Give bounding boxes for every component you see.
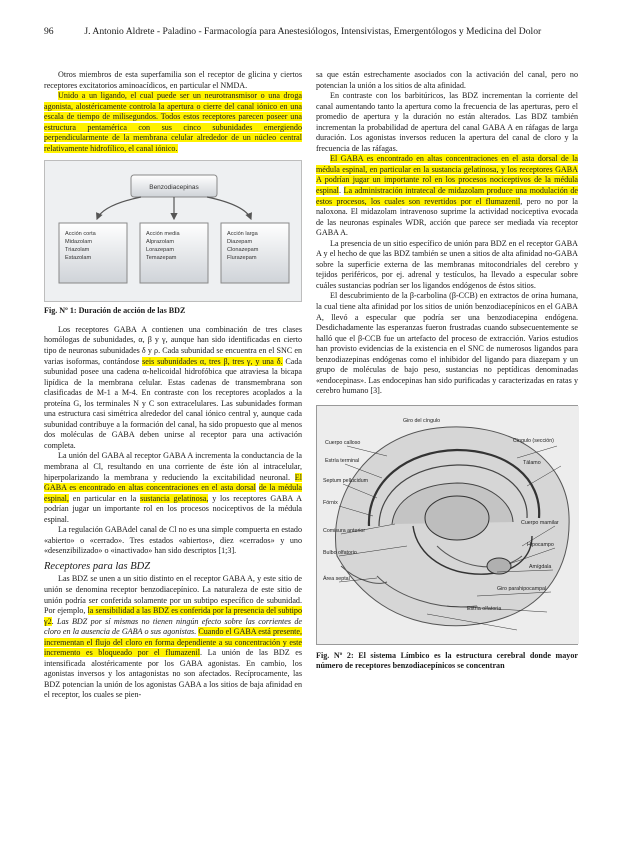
highlight: El GABA es encontrado en altas concentraciones en el asta dorsal de la médula espinal, en particular en la sustancia gelatinosa, y los receptores GABA A podrían jugar un importante rol en los procesos nociceptivos de la médula espinal <box>316 154 578 196</box>
right-column <box>316 70 578 680</box>
label-thalamus: Tálamo <box>523 459 541 466</box>
label-hippocampus: Hipocampo <box>527 541 554 548</box>
svg-text:Acción corta Midazol: Acción corta Midazolam Triazolam Estazolam <box>65 231 96 262</box>
paragraph: Los receptores GABA A contienen una combinación de tres clases homólogas de subunidades, α, β y γ, aunque han sido identificadas en cierto tipo de neuronas subunidades δ y ρ. Cada subunidad se encuentra en el SNC en varias isoformas, contándose seis subunidades α, tres β, tres γ, y una δ. Cada subunidad posee una cadena α-helicoidal hidrofóbica que atraviesa la bicapa lipídica de la membrana celular. Estas cadenas de transmembrana son clasificadas de M-1 a M-4. En contraste con los receptores acoplados a la proteína G, los terminales N y C son extracelulares. Las subunidades forman una estructura casi simétrica alrededor del canal iónico central y, aunque cada subunidad contribuye a la formación del canal, ha sido propuesto que al menos dos moléculas de GABA deben unirse al receptor para una activación completa. <box>44 324 302 450</box>
label-olfactory-bulb: Bulbo olfatorio <box>323 549 357 556</box>
paragraph: sa que están estrechamente asociados con la activación del canal, pero no potencian la unión a los sitios de alta afinidad. <box>316 70 578 90</box>
svg-text:Acción larga Diazepa: Acción larga Diazepam Clonazepam Flurazepam <box>227 231 259 262</box>
label-parahippocampal-gyrus: Giro parahipocampal <box>497 585 547 592</box>
paragraph: La regulación GABAdel canal de Cl no es una simple compuerta en estado «abierto» o «cerrado». Tres estados «abiertos», diez «cerrados» y uno «desenzibilizado» o «inactivado» han sido descriptos [1;3]. <box>44 525 302 556</box>
page-number: 96 <box>44 26 54 37</box>
label-stria-terminalis: Estría terminal <box>325 457 360 464</box>
paragraph: La unión del GABA al receptor GABA A incrementa la conductancia de la membrana al Cl, resultando en una corriente de éste ión al intracelular, hiperpolarizando la membrana y reduciendo la excitabilidad neuronal. El GABA es encontrado en altas concentraciones en el asta dorsal de la médula espinal, en particular en la sustancia gelatinosa, y los receptores GABA A podrían jugar un importante rol en los procesos nociceptivos de la médula espinal. <box>44 451 303 524</box>
highlight: sustancia gelatinosa, <box>140 493 209 503</box>
section-heading: Receptores para las BDZ <box>44 560 151 572</box>
paragraph: Las BDZ se unen a un sitio distinto en el receptor GABA A, y este sitio de unión se denomina receptor benzodiacepínico. La naturaleza de este sitio de unión podría ser conferida solamente por un subtipo específico de subunidad. Por ejemplo, la sensibilidad a las BDZ es conferida por la presencia del subtipo γ2. Las BDZ por sí mismas no tienen ningún efecto sobre las corrientes de cloro en la ausencia de GABA o sus agonistas. Cuando el GABA está presente, incrementan el flujo del cloro en forma dependiente a su concentración y este incremento es bloqueado por el flumazenil. La unión de las BDZ es intensificada alostéricamente por los GABA agonistas. En cambio, los agonistas inversos y los antagonistas no son afectados. Recíprocamente, las BDZ potencian la unión de los agonistas GABA a los sitios de baja afinidad en el receptor, los cuales se pien- <box>44 574 303 700</box>
highlight: Unido a un ligando, el cual puede ser un neurotransmisor o una droga agonista, alostéricamente controla la apertura o cierre del canal iónico en una escala de tiempo de milisegundos. Todos estos receptores parecen poseer una estructura pentamérica con sus cinco subunidades emergiendo perpendicularmente de la membrana celular alrededor de un núcleo central relativamente hidrofílico, el canal iónico. <box>44 91 302 153</box>
label-corpus-callosum: Cuerpo calloso <box>325 439 361 446</box>
paragraph: En contraste con los barbitúricos, las BDZ incrementan la corriente del canal aumentando tanto la apertura como la frecuencia de las aperturas, pero el promedio de apertura y la duración no están alterados. Las BDZ también incrementan la probabilidad de apertura del canal GABA A en ráfagas de larga duración. Los agonistas inversos reducen la apertura del canal de cloro y la frecuencia de las ráfagas. <box>316 91 578 153</box>
highlight: Cuando el GABA está presente, incrementan el flujo del cloro en forma dependiente a su concentración y este incremento es bloqueado por el flumazenil <box>44 627 302 658</box>
limbic-system-illustration <box>317 406 579 644</box>
box-long-acting <box>221 223 289 283</box>
label-amygdala: Amígdala <box>529 563 552 570</box>
svg-text:Acción media Alprazo: Acción media Alprazolam Lorazepam Temazepam <box>146 231 180 262</box>
box-short-acting <box>59 223 127 283</box>
figure-1-caption: Fig. Nº 1: Duración de acción de las BDZ <box>44 306 186 316</box>
label-anterior-commissure: Comisura anterior <box>323 527 366 534</box>
figure-1-top-label: Benzodiacepinas <box>149 184 199 192</box>
figure-2 <box>316 405 578 645</box>
highlight: seis subunidades α, tres β, tres γ, y una δ. <box>142 356 283 366</box>
paragraph: La presencia de un sitio específico de unión para BDZ en el receptor GABA A y el hecho de que las BDZ también se unen a sitios de alta afinidad no-GABA sobre la superficie externa de las membranas mitocondriales del cerebro y tejidos periféricos, por ej. adrenal y testículos, ha llevado a especular sobre cuáles sustancias podrían ser los ligandos endógenos de éstos sitios. <box>316 238 578 290</box>
italic-text: Las BDZ por sí mismas no tienen ningún efecto sobre las corrientes de cloro en la ausencia de GABA o sus agonistas. <box>44 616 302 637</box>
box-medium-acting <box>140 223 208 283</box>
running-header <box>44 26 596 37</box>
label-septum: Septum pellucidum <box>323 477 369 484</box>
highlight: El GABA es encontrado en altas concentraciones en el asta dorsal <box>44 472 302 493</box>
label-cingulum: Cingulo (sección) <box>513 437 554 444</box>
label-cingulate-gyrus: Giro del cíngulo <box>403 417 441 424</box>
figure-1-diagram <box>45 161 303 301</box>
label-olfactory-stria: Estría olfatoria <box>467 605 502 612</box>
highlight: la sensibilidad a las BDZ es conferida por la presencia del subtipo γ2 <box>44 606 303 626</box>
left-column <box>44 70 302 701</box>
arrow-right <box>207 197 251 219</box>
paragraph: El GABA es encontrado en altas concentraciones en el asta dorsal de la médula espinal, en particular en la sustancia gelatinosa, y los receptores GABA A podrían jugar un importante rol en los procesos nociceptivos de la médula espinal. La administración intratecal de midazolam produce una modulación de estos procesos, los cuales son revertidos por el flumazenil, pero no por la naloxona. El midazolam intravenoso suprime la actividad nociceptiva evocada de las neuronas espinales WDR, acción que parece ser mediada vía receptor GABA A. <box>316 154 578 238</box>
label-mammillary-body: Cuerpo mamilar <box>521 519 559 526</box>
label-septal-area: Área septal <box>323 575 350 582</box>
highlight: La administración intratecal de midazolam produce una modulación de estos procesos, los cuales son revertidos por el flumazenil <box>316 186 578 206</box>
arrow-left <box>97 197 141 219</box>
paragraph: Otros miembros de esta superfamilia son el receptor de glicina y ciertos receptores excitatorios aminoacídicos, en particular el NMDA. <box>44 70 302 90</box>
running-title: J. Antonio Aldrete - Paladino - Farmacología para Anestesiólogos, Intensivistas, Emergentólogos y Medicina del Dolor <box>84 26 542 37</box>
label-fornix: Fórnix <box>323 499 338 506</box>
paragraph <box>44 91 302 154</box>
figure-1 <box>44 160 302 302</box>
highlight: de la médula espinal, <box>44 483 302 503</box>
paragraph: El descubrimiento de la β-carbolina (β-CCB) en extractos de orina humana, la cual tiene alta afinidad por los sitios de unión benzodiacepínicos en el GABA A, llevó a especular que podría ser una benzodiacepina endógena. Desdichadamente las esperanzas fueron frustradas cuando subsecuentemente se halló que el β-CCB fue un artefacto del proceso de extracción. Varios estudios han provisto evidencias de la existencia en el SNC de numerosos ligandos para benzodiazepinas endógenas como el inhibidor del ligando para diazepam y un grupo de moléculas de bajo peso, sustancias no peptídicas denominadas «endocepinas». Las endocepinas han sido purificadas y caracterizadas en ratas y cerebro humano [3]. <box>316 291 578 396</box>
figure-2-caption: Fig. Nº 2: El sistema Límbico es la estructura cerebral donde mayor número de receptores benzodiacepínicos se concentran <box>316 650 578 671</box>
